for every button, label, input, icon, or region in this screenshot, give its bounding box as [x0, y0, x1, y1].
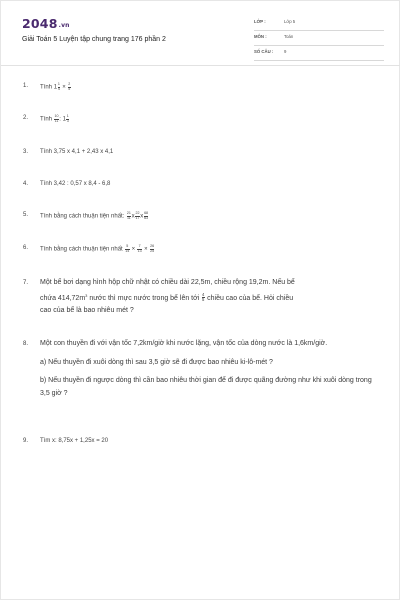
numerator: 1 [66, 114, 69, 118]
fraction [68, 83, 71, 91]
operator: x [140, 213, 144, 220]
fraction [137, 245, 142, 253]
question-line [40, 290, 380, 306]
sub-question-a: a) Nếu thuyền đi xuôi dòng thì sau 3,5 giờ sẽ đi được bao nhiêu ki-lô-mét ? [40, 358, 273, 366]
meta-key: LỚP : [254, 19, 266, 24]
question-number: 3. [23, 149, 29, 155]
question-text: Tính 3,75 x 4,1 + 2,43 x 4,1 [40, 149, 114, 155]
numerator: 4 [202, 291, 205, 297]
question-prefix: Tính [40, 116, 53, 123]
header-divider [1, 65, 400, 66]
meta-value: 9 [284, 49, 287, 54]
question-text [40, 83, 71, 91]
fraction [66, 115, 69, 123]
question-line: cao của bể là bao nhiêu mét ? [40, 307, 134, 314]
meta-row-count [254, 46, 384, 61]
operator: × [144, 246, 148, 253]
question-prefix: Tính bằng cách thuận tiện nhất [40, 246, 123, 253]
question-number: 5. [23, 212, 29, 218]
question-prefix: Tính [40, 84, 53, 91]
question-text [40, 245, 155, 253]
question-number: 9. [23, 438, 29, 444]
denominator: 63 [144, 215, 149, 220]
logo-suffix: .vn [58, 22, 70, 29]
question-number: 8. [23, 341, 29, 347]
numerator: 5 [126, 244, 129, 248]
question-prefix: Tính bằng cách thuận tiện nhất: [40, 213, 125, 220]
superscript: 3 [85, 292, 88, 298]
numerator: 2 [68, 82, 71, 86]
numerator: 22 [135, 211, 140, 215]
question-text [40, 212, 149, 220]
meta-value: Toán [284, 34, 294, 39]
denominator: 5 [68, 86, 71, 91]
fraction [58, 83, 61, 91]
text-fragment: nước thì mực nước trong bể lên tới [87, 294, 202, 302]
numerator: 7 [138, 244, 141, 248]
numerator: 21 [126, 211, 131, 215]
denominator: 3 [66, 118, 69, 123]
question-stem: Một con thuyền đi với vận tốc 7,2km/giờ khi nước lặng, vận tốc của dòng nước là 1,6km/giờ. [40, 340, 328, 347]
numerator: 1 [57, 82, 60, 86]
worksheet-header [1, 1, 400, 67]
numerator: 10 [54, 114, 59, 118]
denominator: 25 [150, 248, 155, 253]
meta-row-class [254, 16, 384, 31]
fraction [150, 245, 155, 253]
meta-key: SỐ CÂU : [254, 49, 274, 54]
question-text [40, 115, 70, 123]
numerator: 68 [144, 211, 149, 215]
question-number: 4. [23, 181, 29, 187]
numerator: 26 [150, 244, 155, 248]
logo-text: 2048 [22, 16, 58, 31]
denominator: 4 [57, 86, 60, 91]
operator: : 1 [59, 116, 66, 123]
text-fragment: chứa 414,72m [40, 294, 86, 302]
question-line: Một bể bơi dạng hình hộp chữ nhật có chiều dài 22,5m, chiều rộng 19,2m. Nếu bể [40, 279, 295, 286]
question-text [40, 338, 380, 400]
question-number: 7. [23, 280, 29, 286]
meta-row-subject [254, 31, 384, 46]
mixed-number [54, 83, 61, 91]
meta-key: MÔN : [254, 34, 267, 39]
operator: x [131, 213, 135, 220]
denominator: 5 [202, 297, 205, 303]
denominator: 14 [125, 248, 130, 253]
question-text [40, 277, 380, 318]
site-logo[interactable] [22, 16, 70, 31]
question-number: 1. [23, 83, 29, 89]
denominator: 17 [135, 215, 140, 220]
sub-question-b: b) Nếu thuyền đi ngược dòng thì cần bao nhiêu thời gian để đi được quãng đường như khi xuôi dòng trong 3,5 giờ ? [40, 377, 372, 397]
denominator: 13 [137, 248, 142, 253]
page-title: Giải Toán 5 Luyện tập chung trang 176 phần 2 [22, 36, 166, 43]
text-fragment: chiều cao của bể. Hỏi chiều [205, 294, 294, 302]
denominator: 11 [54, 118, 59, 123]
operator: × [62, 84, 66, 91]
question-number: 6. [23, 245, 29, 251]
operator: × [131, 246, 136, 253]
mixed-whole: 1 [53, 84, 58, 91]
denominator: 11 [127, 215, 131, 220]
fraction [144, 212, 149, 220]
question-number: 2. [23, 115, 29, 121]
fraction [127, 212, 132, 220]
question-text: Tính 3,42 : 0,57 x 8,4 - 6,8 [40, 181, 111, 187]
fraction [125, 245, 130, 253]
question-text: Tìm x: 8,75x + 1,25x = 20 [40, 438, 109, 444]
meta-table [254, 16, 384, 61]
meta-value: Lớp 5 [284, 19, 296, 24]
